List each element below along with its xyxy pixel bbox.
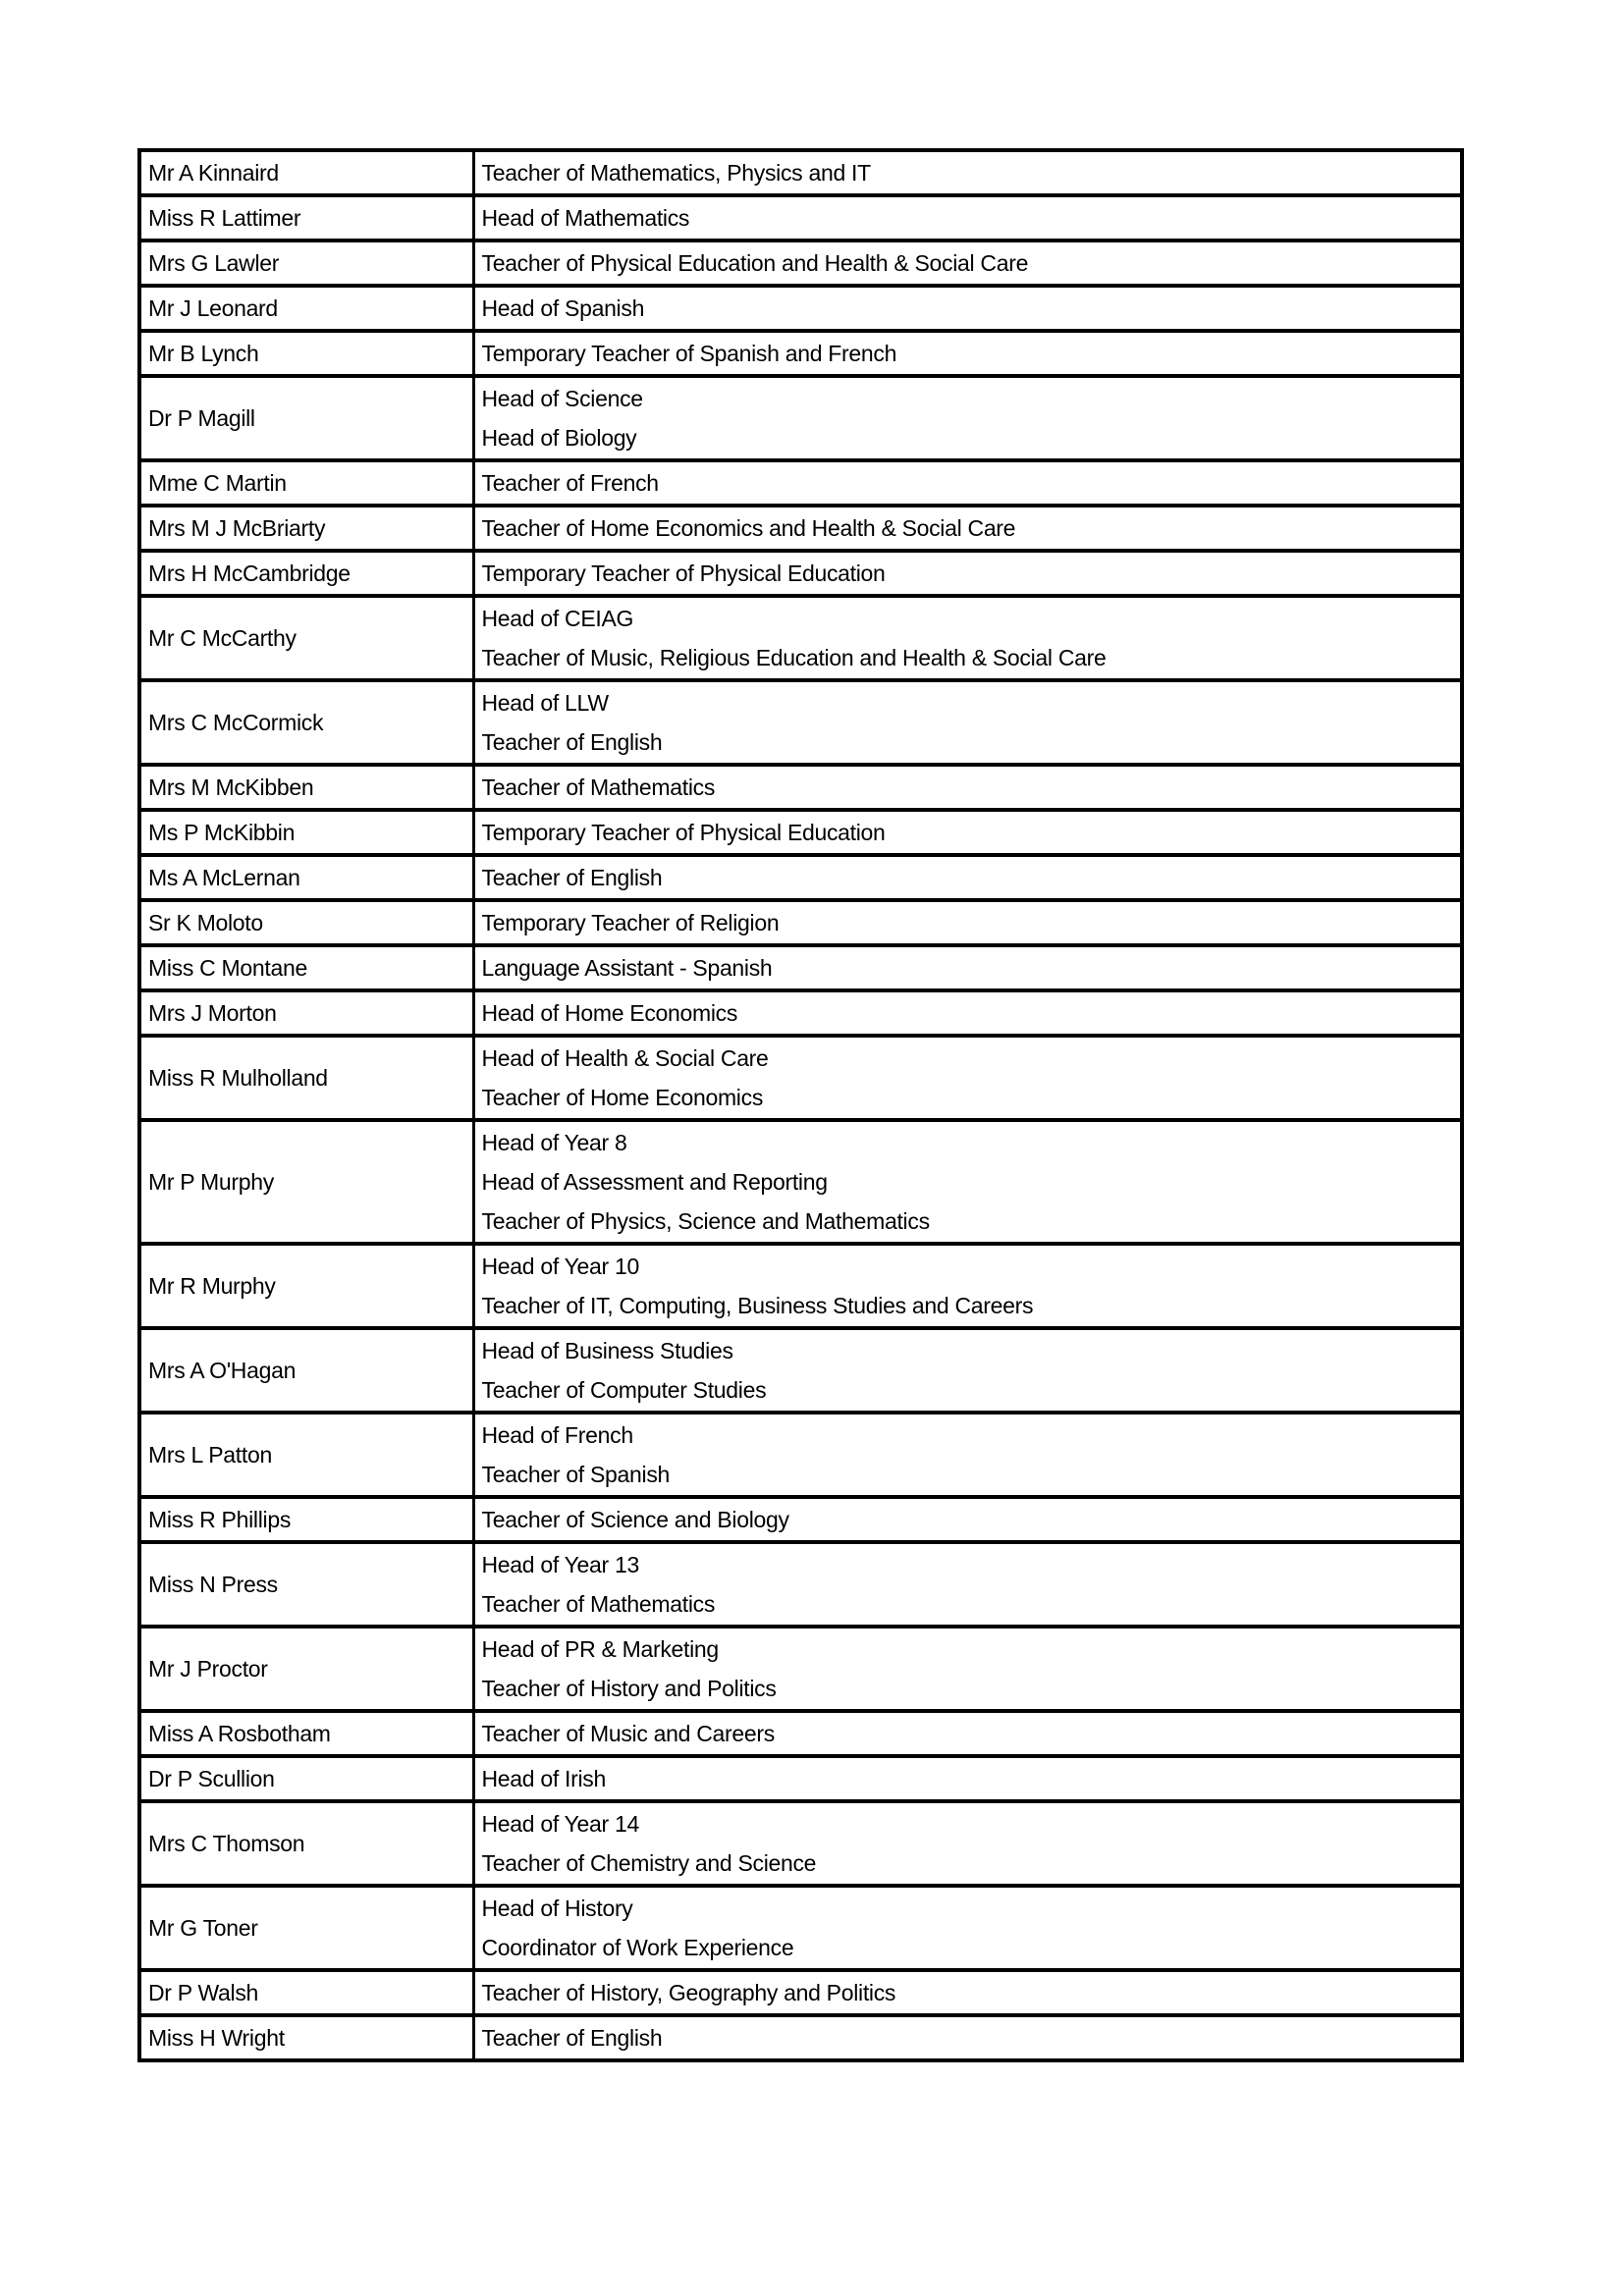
staff-roles-cell — [473, 1542, 1462, 1627]
staff-name-cell: Mrs L Patton — [139, 1413, 473, 1497]
role-line: Teacher of Spanish — [481, 1462, 671, 1487]
staff-name-cell: Mrs M J McBriarty — [139, 506, 473, 551]
staff-roles-cell — [473, 1756, 1462, 1801]
staff-roles-cell — [473, 286, 1462, 331]
staff-roles-cell — [473, 810, 1462, 855]
table-row — [139, 195, 1462, 240]
table-row — [139, 1627, 1462, 1711]
staff-name-cell: Miss R Phillips — [139, 1497, 473, 1542]
staff-roles-cell — [473, 1886, 1462, 1970]
staff-roles-cell — [473, 1627, 1462, 1711]
table-row — [139, 855, 1462, 900]
role-line: Head of Year 13 — [481, 1552, 639, 1577]
table-row — [139, 2015, 1462, 2060]
staff-name-cell: Mrs M McKibben — [139, 765, 473, 810]
staff-name-cell: Miss N Press — [139, 1542, 473, 1627]
staff-name-cell: Mr A Kinnaird — [139, 150, 473, 195]
table-row — [139, 1801, 1462, 1886]
table-row — [139, 990, 1462, 1036]
staff-roles-cell — [473, 1413, 1462, 1497]
role-line: Teacher of Chemistry and Science — [481, 1850, 817, 1876]
staff-name-cell: Dr P Walsh — [139, 1970, 473, 2015]
staff-name-cell: Dr P Scullion — [139, 1756, 473, 1801]
role-line: Head of Biology — [481, 425, 637, 451]
table-row — [139, 1244, 1462, 1328]
staff-name-cell: Ms A McLernan — [139, 855, 473, 900]
staff-name-cell: Mrs J Morton — [139, 990, 473, 1036]
role-line: Head of Assessment and Reporting — [481, 1169, 828, 1195]
role-line: Teacher of English — [481, 2025, 663, 2051]
role-line: Teacher of Science and Biology — [481, 1507, 789, 1532]
table-row — [139, 1328, 1462, 1413]
staff-roles-cell — [473, 1120, 1462, 1244]
staff-name-cell: Mr J Leonard — [139, 286, 473, 331]
table-row — [139, 1711, 1462, 1756]
table-row — [139, 376, 1462, 460]
role-line: Teacher of English — [481, 865, 663, 890]
staff-name-cell: Mme C Martin — [139, 460, 473, 506]
role-line: Head of Business Studies — [481, 1338, 733, 1363]
table-row — [139, 506, 1462, 551]
staff-roles-cell — [473, 900, 1462, 945]
staff-roles-cell — [473, 1711, 1462, 1756]
table-row — [139, 240, 1462, 286]
table-row — [139, 1413, 1462, 1497]
role-line: Temporary Teacher of Physical Education — [481, 561, 886, 586]
role-line: Teacher of Mathematics — [481, 1591, 716, 1617]
role-line: Teacher of History and Politics — [481, 1676, 777, 1701]
staff-roles-cell — [473, 551, 1462, 596]
table-row — [139, 1886, 1462, 1970]
staff-name-cell: Mr P Murphy — [139, 1120, 473, 1244]
staff-name-cell: Mrs C Thomson — [139, 1801, 473, 1886]
staff-roles-cell — [473, 596, 1462, 680]
table-row — [139, 1970, 1462, 2015]
role-line: Teacher of Physical Education and Health & Social Care — [481, 250, 1029, 276]
staff-roles-cell — [473, 331, 1462, 376]
staff-roles-cell — [473, 506, 1462, 551]
role-line: Teacher of Computer Studies — [481, 1377, 767, 1403]
role-line: Head of Mathematics — [481, 205, 690, 231]
staff-name-cell: Mrs A O'Hagan — [139, 1328, 473, 1413]
role-line: Head of Year 10 — [481, 1254, 639, 1279]
table-row — [139, 551, 1462, 596]
staff-name-cell: Mr R Murphy — [139, 1244, 473, 1328]
role-line: Teacher of Physics, Science and Mathematics — [481, 1208, 930, 1234]
staff-name-cell: Ms P McKibbin — [139, 810, 473, 855]
table-row — [139, 286, 1462, 331]
table-row — [139, 331, 1462, 376]
role-line: Head of PR & Marketing — [481, 1636, 719, 1662]
staff-name-cell: Mr J Proctor — [139, 1627, 473, 1711]
role-line: Head of CEIAG — [481, 606, 634, 631]
role-line: Head of Science — [481, 386, 643, 411]
staff-name-cell: Mr G Toner — [139, 1886, 473, 1970]
table-row — [139, 810, 1462, 855]
staff-name-cell: Sr K Moloto — [139, 900, 473, 945]
role-line: Teacher of Mathematics, Physics and IT — [481, 160, 871, 186]
staff-roles-cell — [473, 680, 1462, 765]
role-line: Temporary Teacher of Spanish and French — [481, 341, 897, 366]
table-row — [139, 680, 1462, 765]
table-row — [139, 765, 1462, 810]
staff-table-body — [139, 150, 1462, 2060]
role-line: Teacher of IT, Computing, Business Studies and Careers — [481, 1293, 1034, 1318]
staff-roles-cell — [473, 990, 1462, 1036]
role-line: Head of Health & Social Care — [481, 1045, 769, 1071]
role-line: Teacher of Mathematics — [481, 774, 716, 800]
role-line: Head of History — [481, 1896, 633, 1921]
staff-name-cell: Mr C McCarthy — [139, 596, 473, 680]
staff-roles-cell — [473, 460, 1462, 506]
staff-roles-cell — [473, 1036, 1462, 1120]
role-line: Temporary Teacher of Physical Education — [481, 820, 886, 845]
role-line: Head of Year 14 — [481, 1811, 639, 1837]
staff-roles-cell — [473, 765, 1462, 810]
table-row — [139, 1497, 1462, 1542]
staff-roles-cell — [473, 240, 1462, 286]
role-line: Teacher of French — [481, 470, 659, 496]
staff-roles-cell — [473, 2015, 1462, 2060]
staff-name-cell: Miss R Mulholland — [139, 1036, 473, 1120]
staff-roles-cell — [473, 1244, 1462, 1328]
staff-name-cell: Miss H Wright — [139, 2015, 473, 2060]
table-row — [139, 460, 1462, 506]
role-line: Teacher of Home Economics — [481, 1085, 764, 1110]
table-row — [139, 150, 1462, 195]
role-line: Coordinator of Work Experience — [481, 1935, 794, 1960]
staff-name-cell: Dr P Magill — [139, 376, 473, 460]
table-row — [139, 596, 1462, 680]
table-row — [139, 1756, 1462, 1801]
role-line: Head of Irish — [481, 1766, 606, 1791]
role-line: Head of Home Economics — [481, 1000, 738, 1026]
role-line: Teacher of Music, Religious Education and Health & Social Care — [481, 645, 1107, 670]
staff-name-cell: Mrs C McCormick — [139, 680, 473, 765]
role-line: Teacher of English — [481, 729, 663, 755]
staff-roles-cell — [473, 150, 1462, 195]
staff-name-cell: Miss C Montane — [139, 945, 473, 990]
staff-roles-cell — [473, 195, 1462, 240]
staff-name-cell: Mrs G Lawler — [139, 240, 473, 286]
staff-name-cell: Miss R Lattimer — [139, 195, 473, 240]
staff-name-cell: Miss A Rosbotham — [139, 1711, 473, 1756]
role-line: Head of Year 8 — [481, 1130, 627, 1155]
table-row — [139, 1036, 1462, 1120]
table-row — [139, 945, 1462, 990]
staff-name-cell: Mr B Lynch — [139, 331, 473, 376]
staff-roles-cell — [473, 1328, 1462, 1413]
role-line: Head of French — [481, 1422, 633, 1448]
table-row — [139, 900, 1462, 945]
role-line: Head of LLW — [481, 690, 609, 716]
role-line: Temporary Teacher of Religion — [481, 910, 780, 935]
role-line: Teacher of Home Economics and Health & Social Care — [481, 515, 1016, 541]
staff-roles-cell — [473, 1801, 1462, 1886]
staff-roles-cell — [473, 1970, 1462, 2015]
table-row — [139, 1542, 1462, 1627]
table-row — [139, 1120, 1462, 1244]
role-line: Language Assistant - Spanish — [481, 955, 773, 981]
staff-name-cell: Mrs H McCambridge — [139, 551, 473, 596]
role-line: Teacher of Music and Careers — [481, 1721, 775, 1746]
staff-roles-cell — [473, 855, 1462, 900]
staff-roles-cell — [473, 376, 1462, 460]
staff-roles-cell — [473, 945, 1462, 990]
staff-table — [137, 148, 1464, 2062]
staff-roles-cell — [473, 1497, 1462, 1542]
role-line: Teacher of History, Geography and Politics — [481, 1980, 896, 2005]
role-line: Head of Spanish — [481, 295, 645, 321]
